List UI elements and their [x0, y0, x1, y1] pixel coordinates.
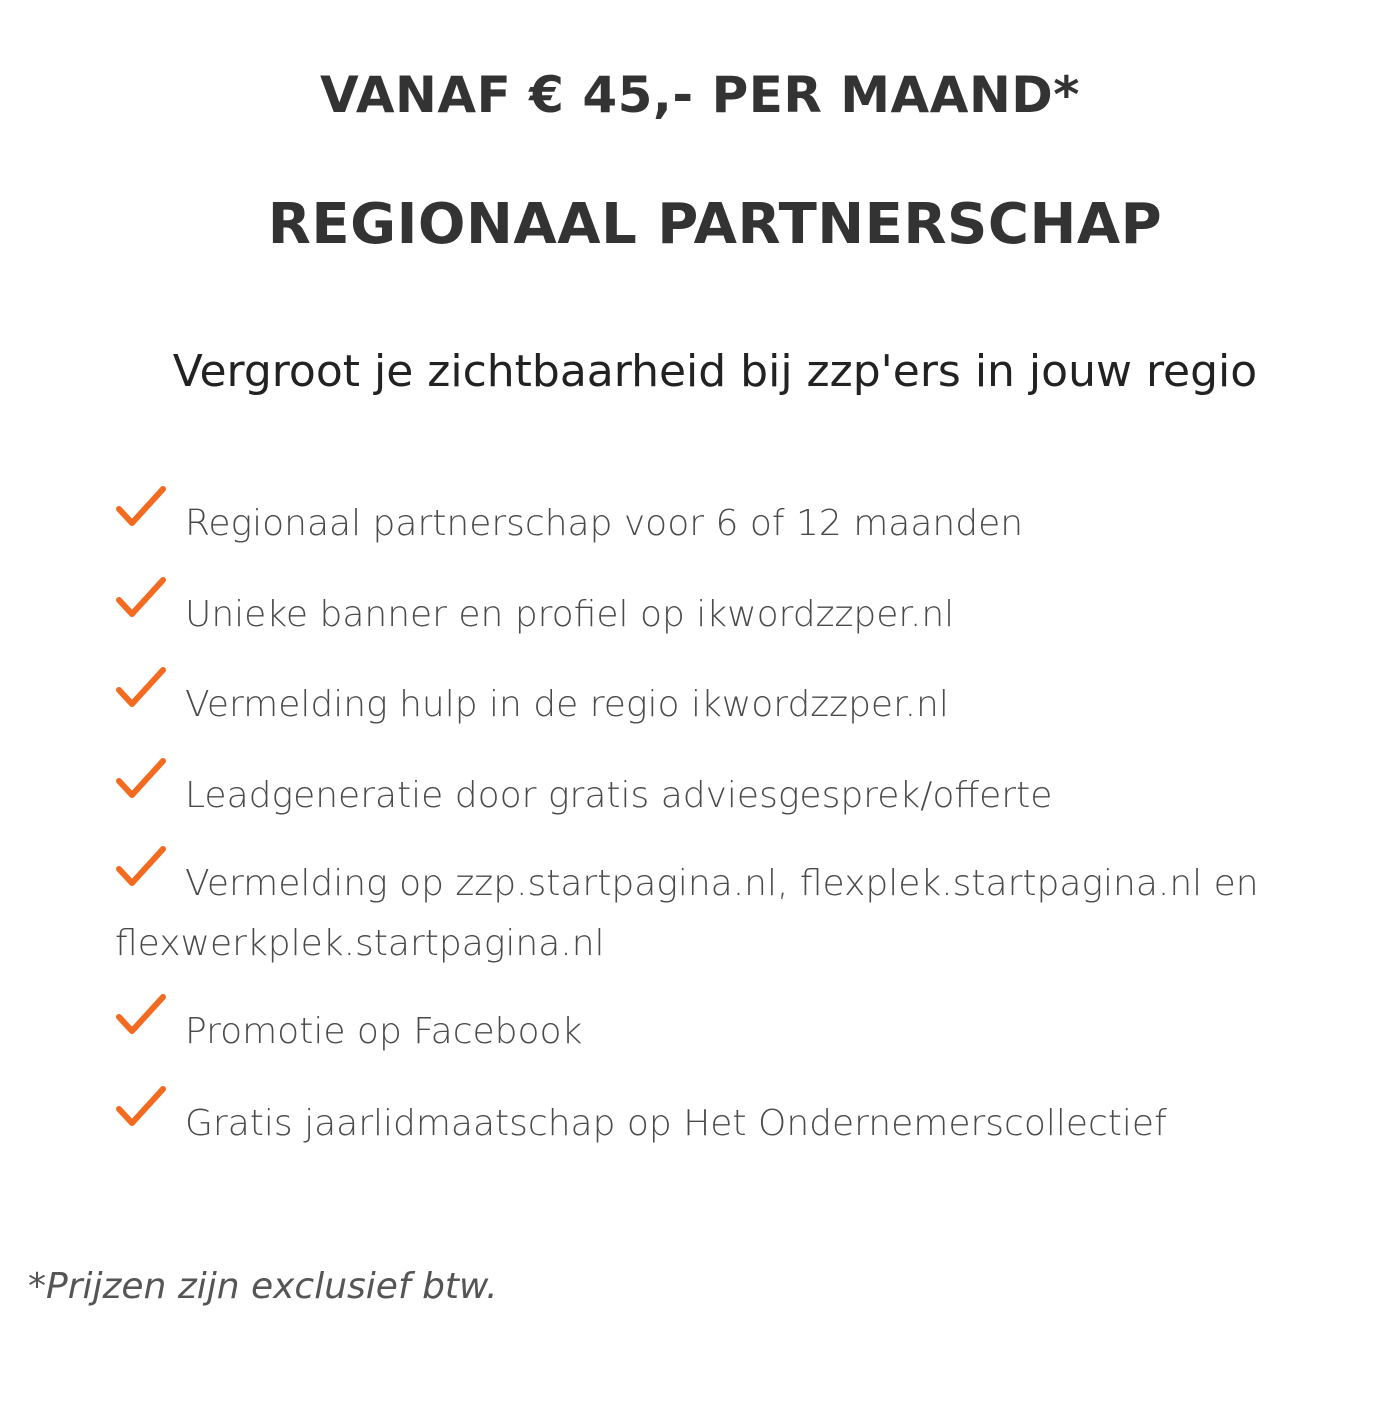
checkmark-icon — [115, 485, 167, 529]
feature-item — [115, 1085, 1167, 1154]
checkmark-icon — [115, 1085, 167, 1129]
feature-label: Promotie op Facebook — [185, 1011, 583, 1052]
page-title: REGIONAAL PARTNERSCHAP — [267, 192, 1163, 257]
price-heading: VANAF € 45,- PER MAAND* — [320, 66, 1080, 124]
price-footnote: *Prijzen zijn exclusief btw. — [28, 1266, 498, 1307]
feature-item — [115, 666, 949, 735]
checkmark-icon — [115, 845, 167, 889]
checkmark-icon — [115, 666, 167, 710]
feature-item — [115, 845, 1265, 974]
feature-item — [115, 757, 1052, 826]
feature-label: Gratis jaarlidmaatschap op Het Ondernemerscollectief — [185, 1103, 1167, 1144]
page-subtitle: Vergroot je zichtbaarheid bij zzp'ers in jouw regio — [172, 346, 1258, 397]
checkmark-icon — [115, 576, 167, 620]
feature-label: Leadgeneratie door gratis adviesgesprek/offerte — [185, 775, 1053, 816]
feature-item — [115, 576, 954, 645]
feature-item — [115, 485, 1023, 554]
feature-label: Vermelding hulp in de regio ikwordzzper.nl — [185, 684, 949, 725]
checkmark-icon — [115, 993, 167, 1037]
feature-label: Vermelding op zzp.startpagina.nl, flexplek.startpagina.nl en flexwerkplek.startpagina.nl — [115, 863, 1259, 964]
feature-label: Regionaal partnerschap voor 6 of 12 maanden — [185, 503, 1024, 544]
feature-item — [115, 993, 582, 1062]
checkmark-icon — [115, 757, 167, 801]
feature-label: Unieke banner en profiel op ikwordzzper.nl — [185, 594, 955, 635]
